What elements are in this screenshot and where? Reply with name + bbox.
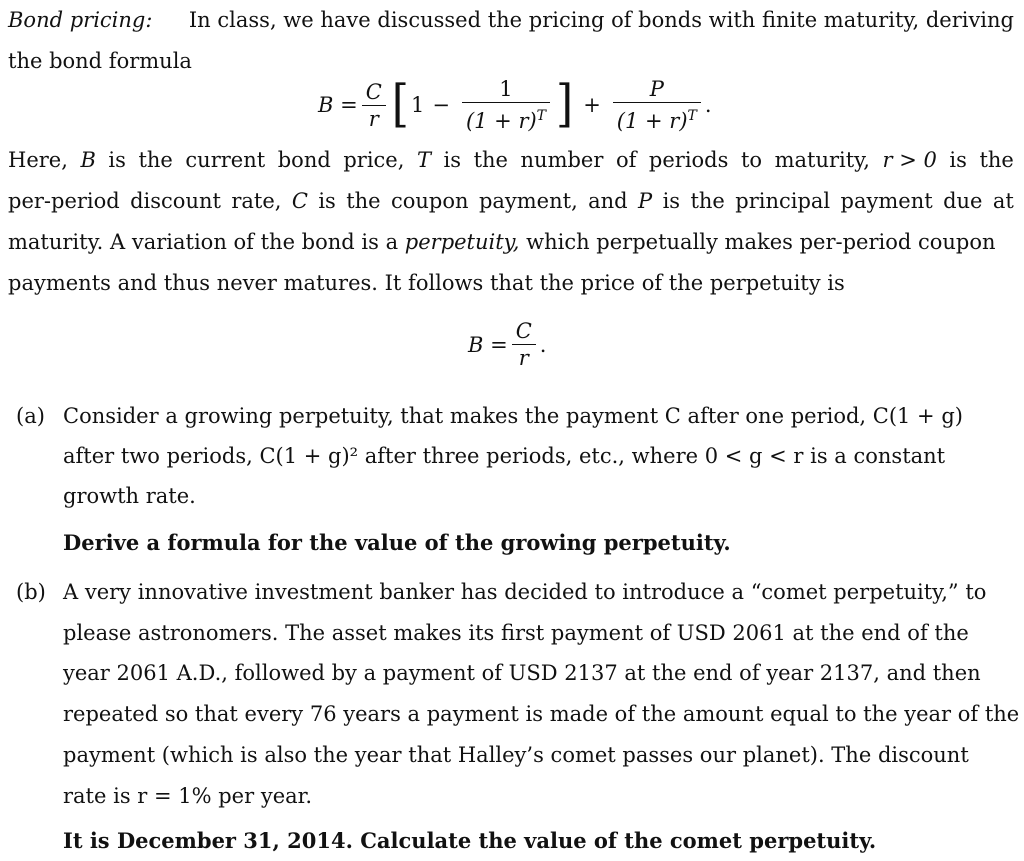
item-a-line-1: Consider a growing perpetuity, that makes the payment C after one period, C(1 + g) [63,404,963,428]
para-line-3: maturity. A variation of the bond is a perpetuity, which perpetually makes per-period coupon [8,230,996,254]
exponent-t-2: T [687,108,697,124]
intro-line-1 [8,8,1014,32]
period: . [704,93,712,117]
denominator-1: (1 + r) [465,109,537,133]
principal-fraction [613,76,701,134]
perpetuity-formula: B = $\frac{C}{r}$ . [468,319,547,370]
perpetuity-term: perpetuity, [404,230,520,254]
right-bracket: ] [556,75,574,134]
intro-line-2: the bond formula [8,49,192,73]
item-b-line-1: A very innovative investment banker has decided to introduce a “comet perpetuity,” to [63,580,987,604]
item-b-label: (b) [16,580,46,604]
formula1-lhs: B = [318,93,358,117]
numerator-c: C [365,79,382,104]
minus-sign: − [432,93,450,117]
item-a-line-2: after two periods, C(1 + g)² after three periods, etc., where 0 < g < r is a constant [63,444,946,468]
exponent-t: T [536,108,547,124]
discount-fraction [462,76,550,134]
intro-lead: Bond pricing: [8,8,153,32]
item-a-line-3: growth rate. [63,484,196,508]
denominator-2: (1 + r) [616,109,688,133]
plus-sign: + [583,93,601,117]
one: 1 [410,93,425,117]
para-line-4: payments and thus never matures. It follows that the price of the perpetuity is [8,271,845,295]
para-line-1: Here, B is the current bond price, T is the number of periods to maturity, r > 0 is the [8,148,1014,172]
item-b-line-4: repeated so that every 76 years a payment is made of the amount equal to the year of the [63,702,1020,726]
numerator-one: 1 [499,77,513,101]
perpetuity-fraction: $\frac{C}{r}$ [512,318,536,371]
numerator-p: P [649,77,664,101]
item-b-task: It is December 31, 2014. Calculate the value of the comet perpetuity. [63,828,877,853]
intro-line-1-text: In class, we have discussed the pricing of bonds with finite maturity, deriving [188,8,1014,32]
item-b-line-2: please astronomers. The asset makes its first payment of USD 2061 at the end of the [63,621,969,645]
bond-formula [318,76,712,134]
formula2-lhs: B = [468,332,508,357]
item-b-line-6: rate is r = 1% per year. [63,784,313,808]
item-a-label: (a) [16,404,45,428]
c-over-r-fraction [362,79,386,132]
denominator-r: r [368,106,379,131]
item-b-line-3: year 2061 A.D., followed by a payment of USD 2137 at the end of year 2137, and then [63,661,981,685]
item-a-task: Derive a formula for the value of the growing perpetuity. [63,530,731,555]
para-line-2: per-period discount rate, C is the coupon payment, and P is the principal payment due at [8,189,1014,213]
left-bracket: [ [391,75,409,134]
item-b-line-5: payment (which is also the year that Halley’s comet passes our planet). The discount [63,743,969,767]
